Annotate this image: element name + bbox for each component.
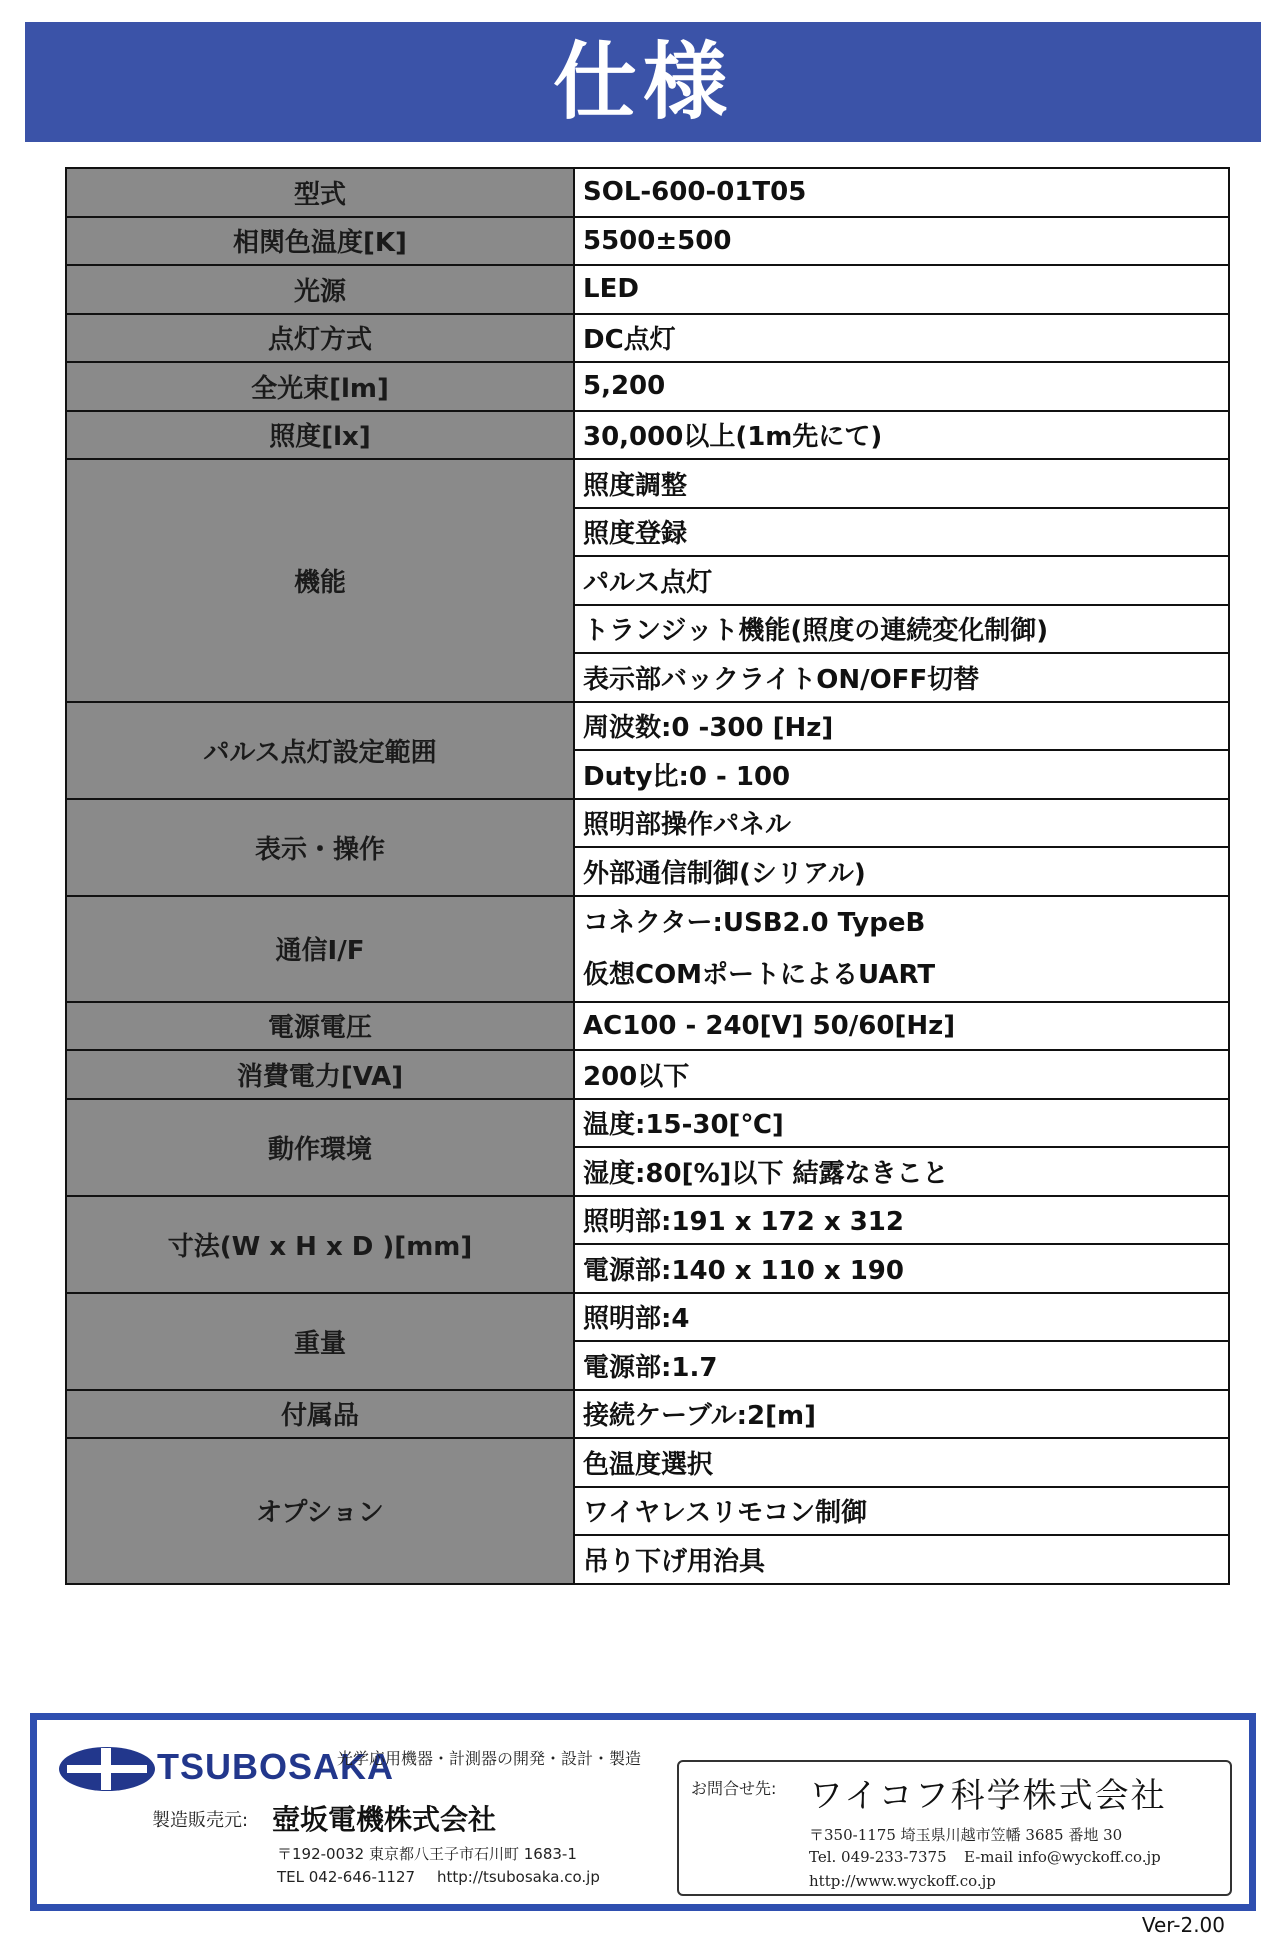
- spec-value: [574, 896, 1229, 1002]
- contact-tel: Tel. 049-233-7375: [809, 1848, 947, 1866]
- spec-value: 周波数:0 -300 [Hz]: [574, 702, 1229, 751]
- table-row: [66, 896, 1229, 1002]
- spec-label: 全光束[lm]: [66, 362, 574, 411]
- spec-label: 電源電圧: [66, 1002, 574, 1051]
- tsubosaka-logo-icon: [57, 1744, 167, 1794]
- table-row: [66, 702, 1229, 751]
- spec-value: 温度:15-30[℃]: [574, 1099, 1229, 1148]
- spec-label: 消費電力[VA]: [66, 1050, 574, 1099]
- table-row: [66, 1196, 1229, 1245]
- contact-email[interactable]: E-mail info@wyckoff.co.jp: [964, 1848, 1161, 1866]
- spec-value: トランジット機能(照度の連続変化制御): [574, 605, 1229, 654]
- table-row: [66, 1293, 1229, 1342]
- spec-value: 照明部:4: [574, 1293, 1229, 1342]
- spec-value: 色温度選択: [574, 1438, 1229, 1487]
- table-row: [66, 1438, 1229, 1487]
- spec-value: 200以下: [574, 1050, 1229, 1099]
- spec-value: Duty比:0 - 100: [574, 750, 1229, 799]
- spec-value: 照度調整: [574, 459, 1229, 508]
- table-row: [66, 168, 1229, 217]
- spec-value: 照度登録: [574, 508, 1229, 557]
- spec-label: 点灯方式: [66, 314, 574, 363]
- spec-label: 相関色温度[K]: [66, 217, 574, 266]
- comm-line: コネクター:USB2.0 TypeB: [583, 907, 926, 938]
- spec-value: ワイヤレスリモコン制御: [574, 1487, 1229, 1536]
- spec-label: オプション: [66, 1438, 574, 1584]
- spec-value: 電源部:140 x 110 x 190: [574, 1244, 1229, 1293]
- spec-label: 型式: [66, 168, 574, 217]
- spec-value: 湿度:80[%]以下 結露なきこと: [574, 1147, 1229, 1196]
- table-row: [66, 362, 1229, 411]
- spec-value: 表示部バックライトON/OFF切替: [574, 653, 1229, 702]
- spec-value: 5500±500: [574, 217, 1229, 266]
- page-title: 仕様: [552, 33, 733, 131]
- page-title-banner: [25, 22, 1261, 142]
- spec-value: LED: [574, 265, 1229, 314]
- comm-line: 仮想COMポートによるUART: [583, 959, 936, 990]
- spec-value: 照明部操作パネル: [574, 799, 1229, 848]
- spec-value: DC点灯: [574, 314, 1229, 363]
- spec-value: 5,200: [574, 362, 1229, 411]
- contact-name: ワイコフ科学株式会社: [809, 1776, 1167, 1816]
- company-footer: [30, 1713, 1256, 1911]
- spec-label: 光源: [66, 265, 574, 314]
- spec-label: 機能: [66, 459, 574, 702]
- table-row: [66, 459, 1229, 508]
- spec-value: 吊り下げ用治具: [574, 1535, 1229, 1584]
- contact-address: 〒350-1175 埼玉県川越市笠幡 3685 番地 30: [809, 1826, 1123, 1844]
- spec-value: 外部通信制御(シリアル): [574, 847, 1229, 896]
- maker-url[interactable]: http://tsubosaka.co.jp: [437, 1868, 600, 1886]
- maker-name: 壺坂電機株式会社: [272, 1803, 497, 1836]
- maker-tel: TEL 042-646-1127: [277, 1868, 416, 1886]
- table-row: [66, 265, 1229, 314]
- table-row: [66, 1390, 1229, 1439]
- contact-label: お問合せ先:: [691, 1779, 777, 1798]
- table-row: [66, 1002, 1229, 1051]
- spec-label: 表示・操作: [66, 799, 574, 896]
- spec-label: 通信I/F: [66, 896, 574, 1002]
- table-row: [66, 314, 1229, 363]
- spec-label: 寸法(W x H x D )[mm]: [66, 1196, 574, 1293]
- spec-table: [65, 167, 1230, 1585]
- maker-address: 〒192-0032 東京都八王子市石川町 1683-1: [277, 1845, 577, 1863]
- table-row: [66, 799, 1229, 848]
- spec-value: 30,000以上(1m先にて): [574, 411, 1229, 460]
- spec-label: 動作環境: [66, 1099, 574, 1196]
- spec-value: SOL-600-01T05: [574, 168, 1229, 217]
- spec-label: パルス点灯設定範囲: [66, 702, 574, 799]
- version-label: Ver-2.00: [1141, 1913, 1225, 1937]
- contact-box: [677, 1760, 1232, 1896]
- brand-name: TSUBOSAKA: [157, 1746, 395, 1787]
- brand-tagline: 光学応用機器・計測器の開発・設計・製造: [337, 1749, 642, 1768]
- spec-value: 接続ケーブル:2[m]: [574, 1390, 1229, 1439]
- contact-url[interactable]: http://www.wyckoff.co.jp: [809, 1872, 996, 1890]
- spec-value: 電源部:1.7: [574, 1341, 1229, 1390]
- spec-value: AC100 - 240[V] 50/60[Hz]: [574, 1002, 1229, 1051]
- spec-value: パルス点灯: [574, 556, 1229, 605]
- table-row: [66, 411, 1229, 460]
- spec-label: 付属品: [66, 1390, 574, 1439]
- maker-prefix: 製造販売元:: [152, 1810, 249, 1831]
- table-row: [66, 1099, 1229, 1148]
- spec-label: 照度[lx]: [66, 411, 574, 460]
- table-row: [66, 1050, 1229, 1099]
- spec-label: 重量: [66, 1293, 574, 1390]
- table-row: [66, 217, 1229, 266]
- spec-value: 照明部:191 x 172 x 312: [574, 1196, 1229, 1245]
